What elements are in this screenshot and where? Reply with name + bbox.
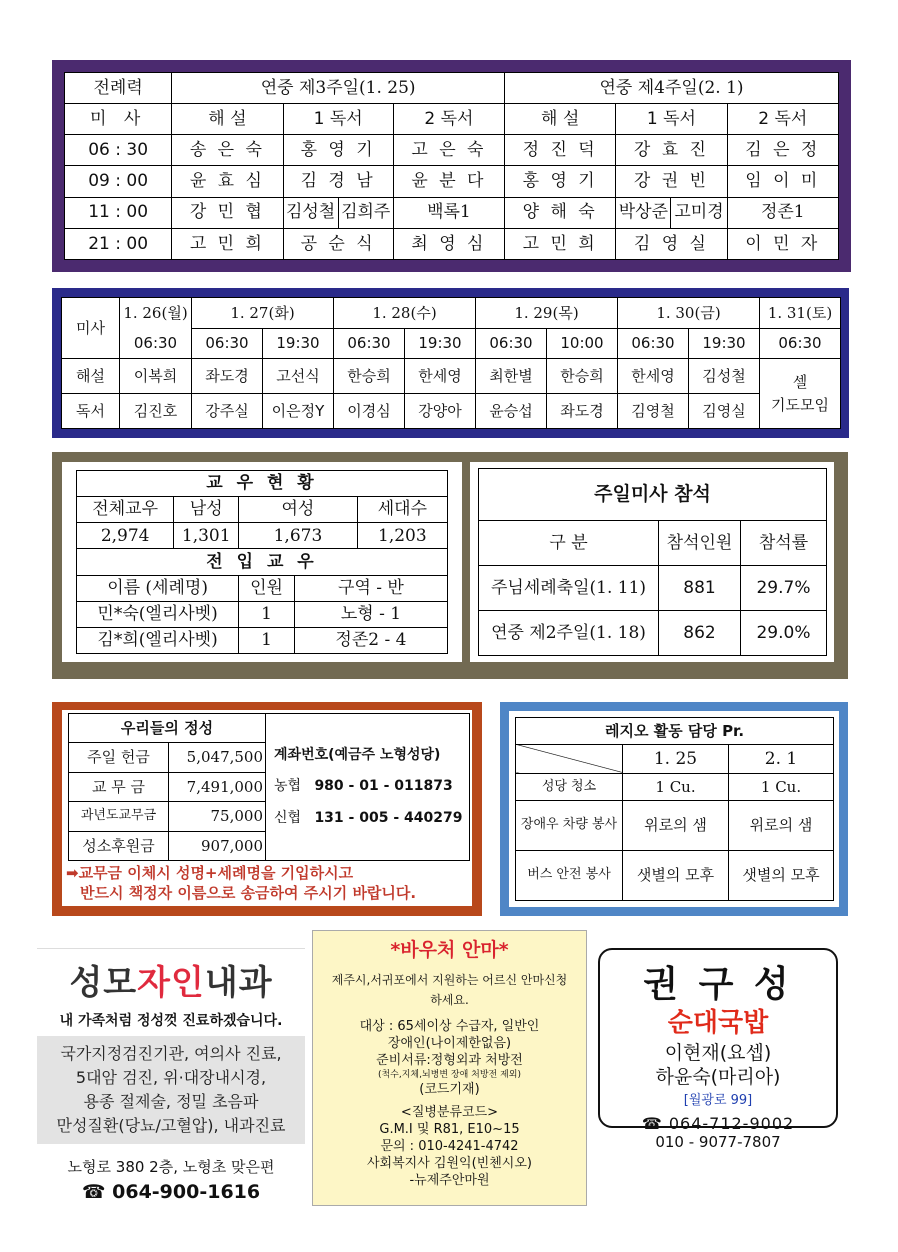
ads-section: [0, 930, 898, 1252]
commentator: 송 은 숙: [172, 135, 283, 166]
table-row: [77, 627, 448, 653]
account-info: [266, 714, 470, 861]
reader2: 임 이 미: [727, 166, 838, 197]
day-header: 1. 30(금): [618, 298, 760, 329]
giving-table-wrap: [68, 713, 470, 861]
giving-label: 과년도교무금: [69, 802, 169, 831]
table-row: [65, 166, 839, 197]
reader2: 김 은 정: [727, 135, 838, 166]
mass-time: 19:30: [405, 328, 476, 359]
voucher-contact: 문의 : 010-4241-4742: [380, 1139, 519, 1154]
clinic-name-part: 자인: [137, 963, 205, 1003]
account-number: 131 - 005 - 440279: [314, 809, 463, 826]
date-header: 1. 25: [623, 744, 729, 774]
notice-line: 반드시 책정자 이름으로 송금하여 주시기 바랍니다.: [80, 884, 417, 902]
mass-time: 06:30: [618, 328, 689, 359]
legio-table: [515, 717, 834, 901]
voucher-intro: 제주시,서귀포에서 지원하는 어르신 안마신청하세요.: [331, 973, 568, 1007]
mass-time: 19:30: [689, 328, 760, 359]
reader1-b: 고미경: [671, 197, 727, 228]
commentator: 김성철: [689, 359, 760, 394]
voucher-docs: 준비서류:정형외과 처방전: [376, 1053, 523, 1068]
duty-name: 장애우 차량 봉사: [516, 801, 623, 851]
reader1: 강 권 빈: [616, 166, 727, 197]
total-members: 2,974: [77, 523, 174, 549]
table-row: [65, 228, 839, 259]
duty-group: 샛별의 모후: [623, 851, 729, 901]
commentator: 정 진 덕: [505, 135, 616, 166]
reader1: 김 영 실: [616, 228, 727, 259]
reader2: 정존1: [727, 197, 838, 228]
col-header: 참석률: [741, 521, 827, 566]
day-header: 1. 26(월): [120, 298, 192, 329]
members-table: [76, 470, 448, 654]
reader2: 백록1: [393, 197, 504, 228]
attendance-rate: 29.0%: [741, 611, 827, 656]
bank-name: 신협: [274, 809, 302, 826]
table-row: [516, 801, 834, 851]
giving-label: 교 무 금: [69, 772, 169, 801]
clinic-service-line: 5대암 검진, 위·대장내시경,: [75, 1068, 267, 1087]
attendance-count: 881: [659, 566, 741, 611]
mass-time: 06 : 30: [65, 135, 172, 166]
mass-time: 06:30: [334, 328, 405, 359]
voucher-org: -뉴제주안마원: [409, 1173, 490, 1188]
mass-label: 미사: [62, 298, 120, 359]
reader1: 김성철: [283, 197, 338, 228]
duty-group: 1 Cu.: [623, 774, 729, 801]
commentator: 좌도경: [192, 359, 263, 394]
attendance-count: 862: [659, 611, 741, 656]
mass-name: 연중 제2주일(1. 18): [479, 611, 659, 656]
reader: 이경심: [334, 394, 405, 429]
table-row: [65, 197, 839, 228]
day-header: 1. 29(목): [476, 298, 618, 329]
clinic-services: [37, 1036, 305, 1144]
giving-label: 성소후원금: [69, 831, 169, 860]
table-row: [65, 135, 839, 166]
clinic-name-part: 내과: [204, 963, 273, 1003]
female-count: 1,673: [239, 523, 358, 549]
giving-box: [62, 710, 472, 906]
restaurant-ad: [598, 948, 838, 1151]
member-district: 노형 - 1: [294, 601, 447, 627]
reading1-header: 1 독서: [616, 104, 727, 135]
duty-name: 성당 청소: [516, 774, 623, 801]
mass-time: 10:00: [547, 328, 618, 359]
voucher-person: 사회복지사 김원익(빈첸시오): [367, 1156, 532, 1171]
reader2: 윤 분 다: [393, 166, 504, 197]
reader1-b: 김희주: [338, 197, 393, 228]
clinic-name: [37, 948, 305, 1004]
voucher-target: 대상 : 65세이상 수급자, 일반인: [359, 1019, 540, 1034]
reader: 김영실: [689, 394, 760, 429]
reader2: 최 영 심: [393, 228, 504, 259]
commentator: 양 해 숙: [505, 197, 616, 228]
giving-amount: 907,000: [169, 831, 266, 860]
col-header: 이름 (세례명): [77, 575, 239, 601]
saturday-cell: [760, 359, 841, 429]
giving-label: 주일 헌금: [69, 743, 169, 772]
clinic-address: 노형로 380 2층, 노형초 맞은편: [67, 1158, 275, 1176]
reader: 윤승섭: [476, 394, 547, 429]
mass-time: 06:30: [476, 328, 547, 359]
reader2: 이 민 자: [727, 228, 838, 259]
clinic-name-part: 성모: [69, 963, 138, 1003]
reader1: 공 순 식: [283, 228, 393, 259]
clinic-service-line: 용종 절제술, 정밀 초음파: [83, 1092, 259, 1111]
col-header: 여성: [239, 497, 358, 523]
col-header: 남성: [174, 497, 239, 523]
legio-box: [509, 711, 839, 907]
reader1: 강 효 진: [616, 135, 727, 166]
voucher-docs-note: (척수,지체,뇌병변 장애 처방전 제외): [377, 1070, 522, 1080]
reading-label: 독서: [62, 394, 120, 429]
duty-group: 위로의 샘: [729, 801, 834, 851]
reader1: 홍 영 기: [283, 135, 393, 166]
weekday-schedule-table: [61, 297, 841, 429]
reader2: 고 은 숙: [393, 135, 504, 166]
mass-time: 19:30: [263, 328, 334, 359]
reader: 김진호: [120, 394, 192, 429]
reading2-header: 2 독서: [393, 104, 504, 135]
commentator: 고 민 희: [172, 228, 283, 259]
reader1: 김 경 남: [283, 166, 393, 197]
household-count: 1,203: [357, 523, 447, 549]
table-row: [479, 611, 827, 656]
restaurant-menu: 순대국밥: [667, 1008, 769, 1038]
duty-group: 위로의 샘: [623, 801, 729, 851]
male-count: 1,301: [174, 523, 239, 549]
stats-section: [52, 452, 848, 679]
member-district: 정존2 - 4: [294, 627, 447, 653]
commentator: 한세영: [405, 359, 476, 394]
giving-section: [52, 702, 482, 916]
reader: 이은정Y: [263, 394, 334, 429]
legio-title: 레지오 활동 담당 Pr.: [516, 718, 834, 745]
reader1: 박상준: [616, 197, 671, 228]
saturday-line2: 기도모임: [771, 395, 829, 414]
legio-section: [500, 702, 848, 916]
commentator: 최한별: [476, 359, 547, 394]
weekday-schedule-section: [52, 288, 849, 438]
new-members-title: 전 입 교 우: [77, 549, 448, 575]
restaurant-name: 권 구 성: [643, 964, 793, 1005]
duty-group: 샛별의 모후: [729, 851, 834, 901]
members-title: 교 우 현 황: [77, 471, 448, 497]
commentator: 강 민 협: [172, 197, 283, 228]
mass-label: 미 사: [65, 104, 172, 135]
clinic-ad: [37, 948, 305, 1203]
sunday-schedule-table: [64, 72, 839, 260]
giving-amount: 5,047,500: [169, 743, 266, 772]
table-row: [516, 851, 834, 901]
col-header: 인원: [239, 575, 295, 601]
commentator: 윤 효 심: [172, 166, 283, 197]
reading1-header: 1 독서: [283, 104, 393, 135]
mass-time: 21 : 00: [65, 228, 172, 259]
commentator: 한승희: [547, 359, 618, 394]
voucher-code-title: <질병분류코드>: [400, 1105, 499, 1120]
member-name: 민*숙(엘리사벳): [77, 601, 239, 627]
day-header: 1. 31(토): [760, 298, 841, 329]
table-row: [62, 394, 841, 429]
voucher-code-note: (코드기재): [419, 1082, 480, 1097]
mass-time: 09 : 00: [65, 166, 172, 197]
clinic-slogan: 내 가족처럼 정성껏 진료하겠습니다.: [59, 1013, 283, 1029]
clinic-phone: ☎ 064-900-1616: [81, 1181, 261, 1203]
commentary-label: 해설: [62, 359, 120, 394]
date-header: 2. 1: [729, 744, 834, 774]
mass-time: 11 : 00: [65, 197, 172, 228]
duty-group: 1 Cu.: [729, 774, 834, 801]
mass-time: 06:30: [760, 328, 841, 359]
col-header: 참석인원: [659, 521, 741, 566]
attendance-box: [470, 462, 834, 662]
duty-name: 버스 안전 봉사: [516, 851, 623, 901]
member-count: 1: [239, 601, 295, 627]
commentator: 한세영: [618, 359, 689, 394]
reader: 강양아: [405, 394, 476, 429]
col-header: 구 분: [479, 521, 659, 566]
diagonal-header: [516, 744, 623, 774]
member-count: 1: [239, 627, 295, 653]
giving-notice: [66, 863, 416, 903]
col-header: 전체교우: [77, 497, 174, 523]
commentator: 고선식: [263, 359, 334, 394]
account-title: 계좌번호(예금주 노형성당): [274, 746, 441, 763]
clinic-service-line: 국가지정검진기관, 여의사 진료,: [60, 1044, 282, 1063]
restaurant-mobile: 010 - 9077-7807: [655, 1133, 781, 1151]
table-row: [62, 359, 841, 394]
owner-name: 하윤숙(마리아): [655, 1066, 781, 1088]
owner-name: 이현재(요셉): [664, 1042, 772, 1064]
table-row: [479, 566, 827, 611]
commentator: 이복희: [120, 359, 192, 394]
reading2-header: 2 독서: [727, 104, 838, 135]
table-row: [77, 601, 448, 627]
giving-title: 우리들의 정성: [69, 714, 266, 743]
restaurant-address: [월광로 99]: [683, 1093, 753, 1108]
notice-line: ➡교무금 이체시 성명+세례명을 기입하시고: [66, 864, 354, 882]
giving-table: [68, 713, 470, 861]
members-box: [62, 462, 462, 662]
sunday4-title: 연중 제4주일(2. 1): [505, 73, 839, 104]
voucher-codes: G.M.I 및 R81, E10~15: [379, 1122, 520, 1137]
sunday3-title: 연중 제3주일(1. 25): [172, 73, 505, 104]
clinic-service-line: 만성질환(당뇨/고혈압), 내과진료: [56, 1116, 286, 1135]
day-header: 1. 27(화): [192, 298, 334, 329]
giving-amount: 75,000: [169, 802, 266, 831]
col-header: 세대수: [357, 497, 447, 523]
bank-name: 농협: [274, 778, 302, 795]
commentator: 고 민 희: [505, 228, 616, 259]
voucher-target-2: 장애인(나이제한없음): [387, 1036, 512, 1051]
commentator: 한승희: [334, 359, 405, 394]
member-name: 김*희(엘리사벳): [77, 627, 239, 653]
reader: 좌도경: [547, 394, 618, 429]
giving-amount: 7,491,000: [169, 772, 266, 801]
liturgical-label: 전례력: [65, 73, 172, 104]
reader: 김영철: [618, 394, 689, 429]
sunday-schedule-section: [52, 60, 851, 272]
reader: 강주실: [192, 394, 263, 429]
mass-time: 06:30: [120, 328, 192, 359]
table-row: [516, 774, 834, 801]
attendance-title: 주일미사 참석: [479, 469, 827, 521]
day-header: 1. 28(수): [334, 298, 476, 329]
attendance-table: [478, 468, 827, 656]
mass-name: 주님세례축일(1. 11): [479, 566, 659, 611]
attendance-rate: 29.7%: [741, 566, 827, 611]
voucher-ad: [312, 930, 587, 1206]
saturday-line1: 셀: [792, 373, 808, 392]
mass-time: 06:30: [192, 328, 263, 359]
commentator: 홍 영 기: [505, 166, 616, 197]
commentary-header: 해 설: [172, 104, 283, 135]
commentary-header: 해 설: [505, 104, 616, 135]
col-header: 구역 - 반: [294, 575, 447, 601]
account-number: 980 - 01 - 011873: [314, 778, 453, 795]
voucher-title: *바우처 안마*: [390, 939, 509, 961]
restaurant-phone: ☎ 064-712-9002: [641, 1114, 795, 1133]
